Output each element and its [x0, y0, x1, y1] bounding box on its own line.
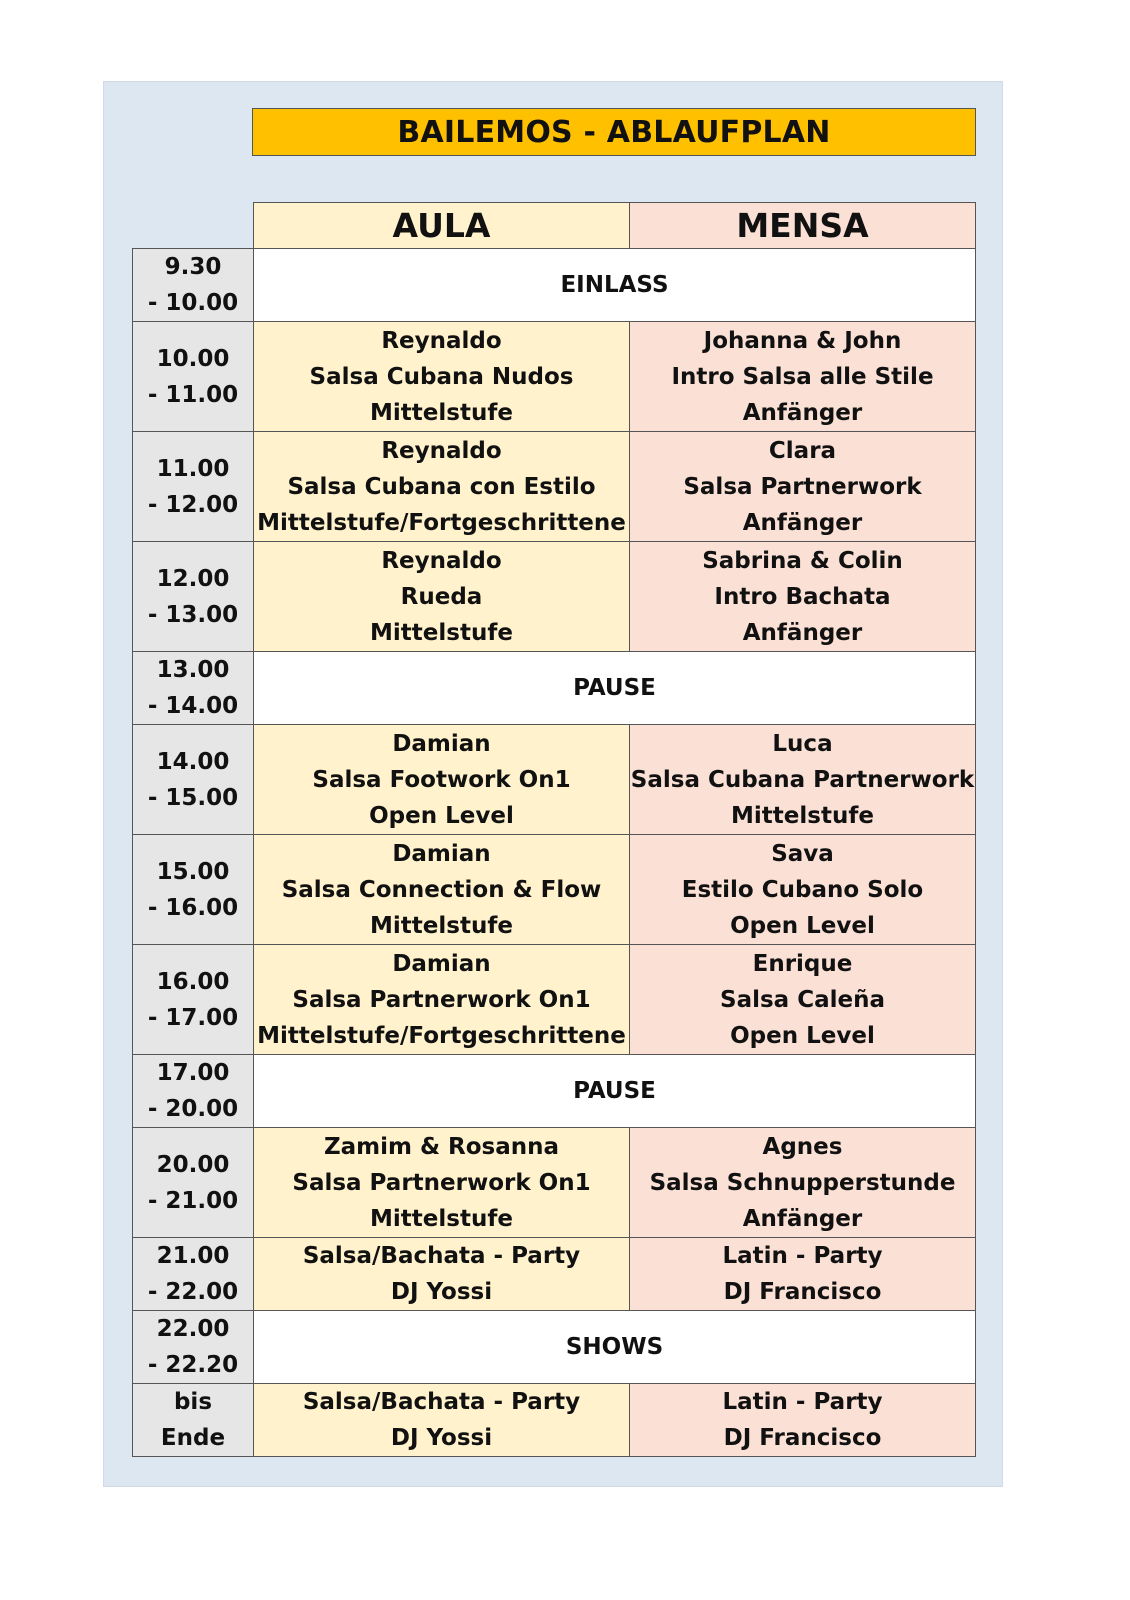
schedule-row — [132, 651, 976, 725]
cell-line: Anfänger — [742, 509, 863, 536]
cell-line: Salsa Cubana Partnerwork — [630, 766, 975, 793]
cell-line: Sava — [771, 840, 834, 867]
mensa-session-cell — [629, 834, 976, 945]
cell-line: Intro Bachata — [714, 583, 891, 610]
cell-line: Mittelstufe/Fortgeschrittene — [257, 1022, 626, 1049]
cell-line: DJ Yossi — [390, 1425, 493, 1451]
mensa-session-cell — [629, 1127, 976, 1238]
cell-line: Salsa Partnerwork — [683, 473, 922, 500]
schedule-row — [132, 1054, 976, 1128]
cell-line: Reynaldo — [381, 547, 502, 574]
cell-line: Salsa/Bachata - Party — [302, 1243, 581, 1269]
time-cell — [132, 248, 254, 322]
time-cell — [132, 431, 254, 542]
schedule-row — [132, 724, 976, 835]
cell-line: 12.00 — [156, 565, 230, 592]
cell-line: 21.00 — [156, 1243, 230, 1269]
cell-line: Salsa Footwork On1 — [312, 766, 571, 793]
cell-line: Sabrina & Colin — [702, 547, 903, 574]
schedule-row — [132, 1310, 976, 1384]
cell-line: - 14.00 — [147, 693, 239, 719]
cell-line: Mittelstufe — [370, 1205, 513, 1232]
cell-line: - 12.00 — [147, 491, 239, 518]
merged-event-cell: SHOWS — [253, 1310, 976, 1384]
cell-line: DJ Francisco — [723, 1279, 882, 1305]
cell-line: 22.00 — [156, 1316, 230, 1342]
cell-line: Zamim & Rosanna — [323, 1133, 560, 1160]
merged-event-cell: PAUSE — [253, 1054, 976, 1128]
schedule-row — [132, 541, 976, 652]
mensa-session-cell — [629, 1383, 976, 1457]
cell-line: DJ Francisco — [723, 1425, 882, 1451]
time-cell — [132, 321, 254, 432]
cell-line: Mittelstufe — [370, 619, 513, 646]
mensa-session-cell — [629, 431, 976, 542]
cell-line: Mittelstufe — [370, 399, 513, 426]
cell-line: - 22.00 — [147, 1279, 239, 1305]
aula-session-cell — [253, 541, 630, 652]
cell-line: Johanna & John — [703, 327, 902, 354]
cell-line: - 17.00 — [147, 1004, 239, 1031]
mensa-session-cell — [629, 321, 976, 432]
time-cell — [132, 1237, 254, 1311]
cell-line: Open Level — [730, 1022, 875, 1049]
aula-session-cell — [253, 834, 630, 945]
cell-line: Ende — [160, 1425, 226, 1451]
cell-line: Salsa Caleña — [720, 986, 885, 1013]
cell-line: Agnes — [762, 1133, 843, 1160]
time-cell — [132, 1383, 254, 1457]
column-header-aula: AULA — [253, 202, 630, 249]
cell-line: 9.30 — [164, 254, 222, 280]
cell-line: Salsa Connection & Flow — [281, 876, 602, 903]
cell-line: - 16.00 — [147, 894, 239, 921]
aula-session-cell — [253, 1383, 630, 1457]
cell-line: Mittelstufe — [370, 912, 513, 939]
aula-session-cell — [253, 944, 630, 1055]
cell-line: 14.00 — [156, 748, 230, 775]
schedule-row — [132, 321, 976, 432]
cell-line: Mittelstufe/Fortgeschrittene — [257, 509, 626, 536]
cell-line: Open Level — [369, 802, 514, 829]
cell-line: 16.00 — [156, 968, 230, 995]
cell-line: 17.00 — [156, 1060, 230, 1086]
cell-line: Salsa Partnerwork On1 — [292, 1169, 591, 1196]
cell-line: Enrique — [752, 950, 853, 977]
cell-line: Reynaldo — [381, 437, 502, 464]
cell-line: DJ Yossi — [390, 1279, 493, 1305]
page-title: BAILEMOS - ABLAUFPLAN — [252, 108, 976, 156]
cell-line: Damian — [392, 840, 491, 867]
aula-session-cell — [253, 1237, 630, 1311]
time-cell — [132, 834, 254, 945]
cell-line: Clara — [768, 437, 837, 464]
cell-line: Reynaldo — [381, 327, 502, 354]
aula-session-cell — [253, 1127, 630, 1238]
time-cell — [132, 651, 254, 725]
cell-line: - 13.00 — [147, 601, 239, 628]
cell-line: bis — [173, 1389, 213, 1415]
time-cell — [132, 1127, 254, 1238]
cell-line: Rueda — [400, 583, 483, 610]
mensa-session-cell — [629, 541, 976, 652]
cell-line: - 22.20 — [147, 1352, 239, 1378]
cell-line: Salsa Partnerwork On1 — [292, 986, 591, 1013]
aula-session-cell — [253, 724, 630, 835]
merged-event-cell: EINLASS — [253, 248, 976, 322]
column-header-mensa: MENSA — [629, 202, 976, 249]
cell-line: Open Level — [730, 912, 875, 939]
aula-session-cell — [253, 321, 630, 432]
cell-line: Mittelstufe — [731, 802, 874, 829]
cell-line: Luca — [772, 730, 833, 757]
aula-session-cell — [253, 431, 630, 542]
mensa-session-cell — [629, 944, 976, 1055]
cell-line: Latin - Party — [722, 1243, 883, 1269]
cell-line: Salsa Cubana Nudos — [309, 363, 574, 390]
cell-line: 13.00 — [156, 657, 230, 683]
time-cell — [132, 724, 254, 835]
cell-line: - 15.00 — [147, 784, 239, 811]
merged-event-cell: PAUSE — [253, 651, 976, 725]
mensa-session-cell — [629, 724, 976, 835]
cell-line: - 20.00 — [147, 1096, 239, 1122]
schedule-row — [132, 834, 976, 945]
schedule-row — [132, 248, 976, 322]
schedule-row — [132, 1127, 976, 1238]
mensa-session-cell — [629, 1237, 976, 1311]
cell-line: Anfänger — [742, 1205, 863, 1232]
cell-line: Damian — [392, 730, 491, 757]
cell-line: Salsa Schnupperstunde — [649, 1169, 956, 1196]
cell-line: 20.00 — [156, 1151, 230, 1178]
cell-line: 15.00 — [156, 858, 230, 885]
cell-line: Salsa Cubana con Estilo — [287, 473, 596, 500]
schedule-row — [132, 944, 976, 1055]
cell-line: Latin - Party — [722, 1389, 883, 1415]
cell-line: Estilo Cubano Solo — [681, 876, 924, 903]
cell-line: - 21.00 — [147, 1187, 239, 1214]
cell-line: Anfänger — [742, 399, 863, 426]
time-cell — [132, 541, 254, 652]
time-cell — [132, 1054, 254, 1128]
schedule-row — [132, 1237, 976, 1311]
cell-line: 10.00 — [156, 345, 230, 372]
cell-line: Anfänger — [742, 619, 863, 646]
schedule-table — [132, 248, 976, 1457]
cell-line: Salsa/Bachata - Party — [302, 1389, 581, 1415]
schedule-row — [132, 1383, 976, 1457]
time-cell — [132, 944, 254, 1055]
cell-line: Damian — [392, 950, 491, 977]
schedule-row — [132, 431, 976, 542]
time-cell — [132, 1310, 254, 1384]
cell-line: - 11.00 — [147, 381, 239, 408]
cell-line: - 10.00 — [147, 290, 239, 316]
cell-line: 11.00 — [156, 455, 230, 482]
cell-line: Intro Salsa alle Stile — [671, 363, 934, 390]
